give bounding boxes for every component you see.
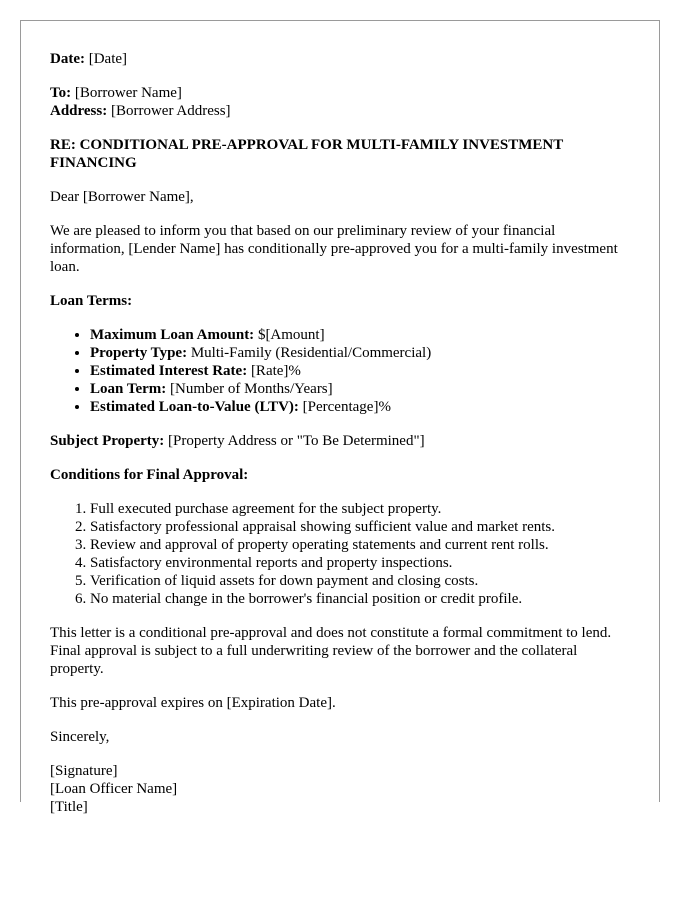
to-line xyxy=(50,84,625,102)
officer-name-line: [Loan Officer Name] xyxy=(50,781,178,797)
loan-terms-list xyxy=(50,326,625,416)
loan-term-label: Maximum Loan Amount: xyxy=(90,327,255,343)
letter-page xyxy=(20,20,660,815)
loan-term-item xyxy=(90,326,625,344)
signature-line: [Signature] xyxy=(50,763,118,779)
salutation: Dear [Borrower Name], xyxy=(50,189,194,205)
to-value: [Borrower Name] xyxy=(74,85,182,101)
conditions-heading: Conditions for Final Approval: xyxy=(50,467,249,483)
condition-item: 6. No material change in the borrower's financial position or credit profile. xyxy=(90,590,625,608)
loan-term-item xyxy=(90,380,625,398)
condition-item: 2. Satisfactory professional appraisal showing sufficient value and market rents. xyxy=(90,518,625,536)
loan-term-label: Estimated Interest Rate: xyxy=(90,363,248,379)
closing-line: Sincerely, xyxy=(50,729,110,745)
loan-term-value: [Percentage]% xyxy=(302,399,391,415)
subject-property-line xyxy=(50,432,625,450)
officer-title-line: [Title] xyxy=(50,799,88,815)
address-value: [Borrower Address] xyxy=(110,103,231,119)
condition-item: 1. Full executed purchase agreement for the subject property. xyxy=(90,500,625,518)
loan-term-value: [Rate]% xyxy=(250,363,301,379)
letter-content xyxy=(50,50,625,832)
intro-paragraph: We are pleased to inform you that based on our preliminary review of your financial information, [Lender Name] has conditionally pre-approved you for a multi-family investment loan. xyxy=(50,223,618,275)
loan-term-label: Estimated Loan-to-Value (LTV): xyxy=(90,399,299,415)
date-label: Date: xyxy=(50,51,85,67)
expiration-line: This pre-approval expires on [Expiration Date]. xyxy=(50,695,336,711)
loan-terms-heading: Loan Terms: xyxy=(50,293,133,309)
loan-term-label: Loan Term: xyxy=(90,381,167,397)
subject-property-label: Subject Property: xyxy=(50,433,165,449)
condition-item: 4. Satisfactory environmental reports and property inspections. xyxy=(90,554,625,572)
conditions-list xyxy=(50,500,625,608)
signature-block xyxy=(50,762,625,816)
subject-line: RE: CONDITIONAL PRE-APPROVAL FOR MULTI-FAMILY INVESTMENT FINANCING xyxy=(50,137,563,171)
loan-term-value: [Number of Months/Years] xyxy=(170,381,333,397)
loan-term-item xyxy=(90,398,625,416)
address-line xyxy=(50,102,625,120)
disclaimer-paragraph: This letter is a conditional pre-approval and does not constitute a formal commitment to lend. Final approval is subject to a full underwriting review of the borrower and the collateral property. xyxy=(50,625,612,677)
loan-term-value: $[Amount] xyxy=(257,327,325,343)
condition-item: 3. Review and approval of property operating statements and current rent rolls. xyxy=(90,536,625,554)
loan-term-value: Multi-Family (Residential/Commercial) xyxy=(190,345,432,361)
loan-term-item xyxy=(90,362,625,380)
date-line xyxy=(50,50,625,68)
loan-term-item xyxy=(90,344,625,362)
address-label: Address: xyxy=(50,103,108,119)
date-value: [Date] xyxy=(88,51,128,67)
condition-item: 5. Verification of liquid assets for down payment and closing costs. xyxy=(90,572,625,590)
subject-property-value: [Property Address or "To Be Determined"] xyxy=(168,433,425,449)
recipient-block xyxy=(50,84,625,120)
to-label: To: xyxy=(50,85,72,101)
loan-term-label: Property Type: xyxy=(90,345,188,361)
